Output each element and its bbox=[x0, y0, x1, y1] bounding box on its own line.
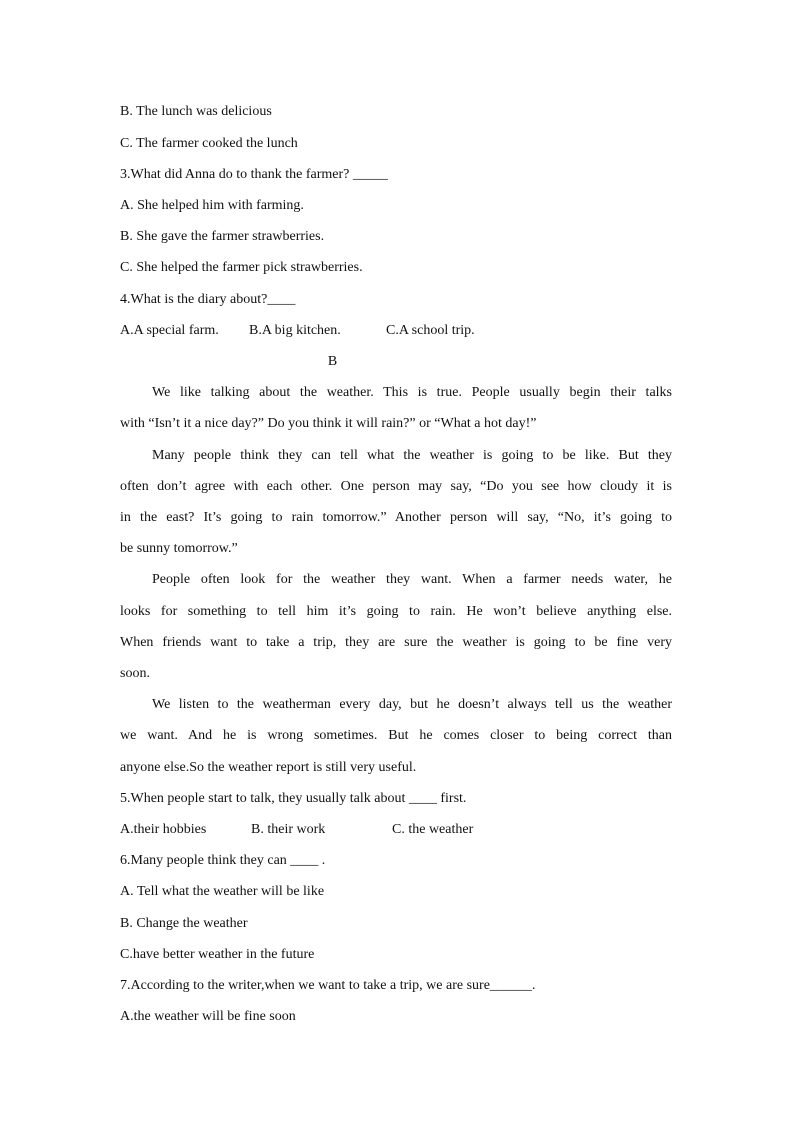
paragraph-1-line: with “Isn’t it a nice day?” Do you think it will rain?” or “What a hot day!” bbox=[120, 416, 537, 431]
q6-question: 6.Many people think they can ____ . bbox=[120, 853, 326, 868]
paragraph-4-line: anyone else.So the weather report is still very useful. bbox=[120, 760, 417, 775]
q7-option-a: A.the weather will be fine soon bbox=[120, 1009, 296, 1024]
q4-option-a: A.A special farm. bbox=[120, 323, 219, 338]
q3-question: 3.What did Anna do to thank the farmer? _____ bbox=[120, 167, 388, 182]
q5-options bbox=[120, 822, 672, 838]
q3-option-c: C. She helped the farmer pick strawberries. bbox=[120, 260, 363, 275]
q3-option-b: B. She gave the farmer strawberries. bbox=[120, 229, 325, 244]
q5-question: 5.When people start to talk, they usually talk about ____ first. bbox=[120, 791, 467, 806]
q6-option-b: B. Change the weather bbox=[120, 916, 248, 931]
q5-option-c: C. the weather bbox=[392, 822, 474, 837]
paragraph-4-line: we want. And he is wrong sometimes. But he comes closer to being correct than bbox=[120, 728, 672, 743]
paragraph-2-line: be sunny tomorrow.” bbox=[120, 541, 238, 556]
q4-option-c: C.A school trip. bbox=[386, 323, 475, 338]
q4-question: 4.What is the diary about?____ bbox=[120, 292, 296, 307]
q2-option-b: B. The lunch was delicious bbox=[120, 104, 272, 119]
q6-option-c: C.have better weather in the future bbox=[120, 947, 315, 962]
paragraph-3-line: People often look for the weather they want. When a farmer needs water, he bbox=[152, 572, 672, 587]
paragraph-2-line: often don’t agree with each other. One person may say, “Do you see how cloudy it is bbox=[120, 479, 672, 494]
section-heading: B bbox=[327, 354, 338, 369]
paragraph-3-line: looks for something to tell him it’s going to rain. He won’t believe anything else. bbox=[120, 604, 672, 619]
paragraph-3-line: When friends want to take a trip, they are sure the weather is going to be fine very bbox=[120, 635, 672, 650]
paragraph-3-line: soon. bbox=[120, 666, 150, 681]
paragraph-2-line: Many people think they can tell what the weather is going to be like. But they bbox=[152, 448, 672, 463]
paragraph-1-line: We like talking about the weather. This is true. People usually begin their talks bbox=[152, 385, 672, 400]
q6-option-a: A. Tell what the weather will be like bbox=[120, 884, 325, 899]
q4-option-b: B.A big kitchen. bbox=[249, 323, 341, 338]
q3-option-a: A. She helped him with farming. bbox=[120, 198, 304, 213]
paragraph-4-line: We listen to the weatherman every day, but he doesn’t always tell us the weather bbox=[152, 697, 672, 712]
q5-option-b: B. their work bbox=[251, 822, 326, 837]
q7-question: 7.According to the writer,when we want to take a trip, we are sure______. bbox=[120, 978, 536, 993]
q4-options bbox=[120, 323, 672, 339]
q5-option-a: A.their hobbies bbox=[120, 822, 207, 837]
paragraph-2-line: in the east? It’s going to rain tomorrow.” Another person will say, “No, it’s going to bbox=[120, 510, 672, 525]
q2-option-c: C. The farmer cooked the lunch bbox=[120, 136, 298, 151]
